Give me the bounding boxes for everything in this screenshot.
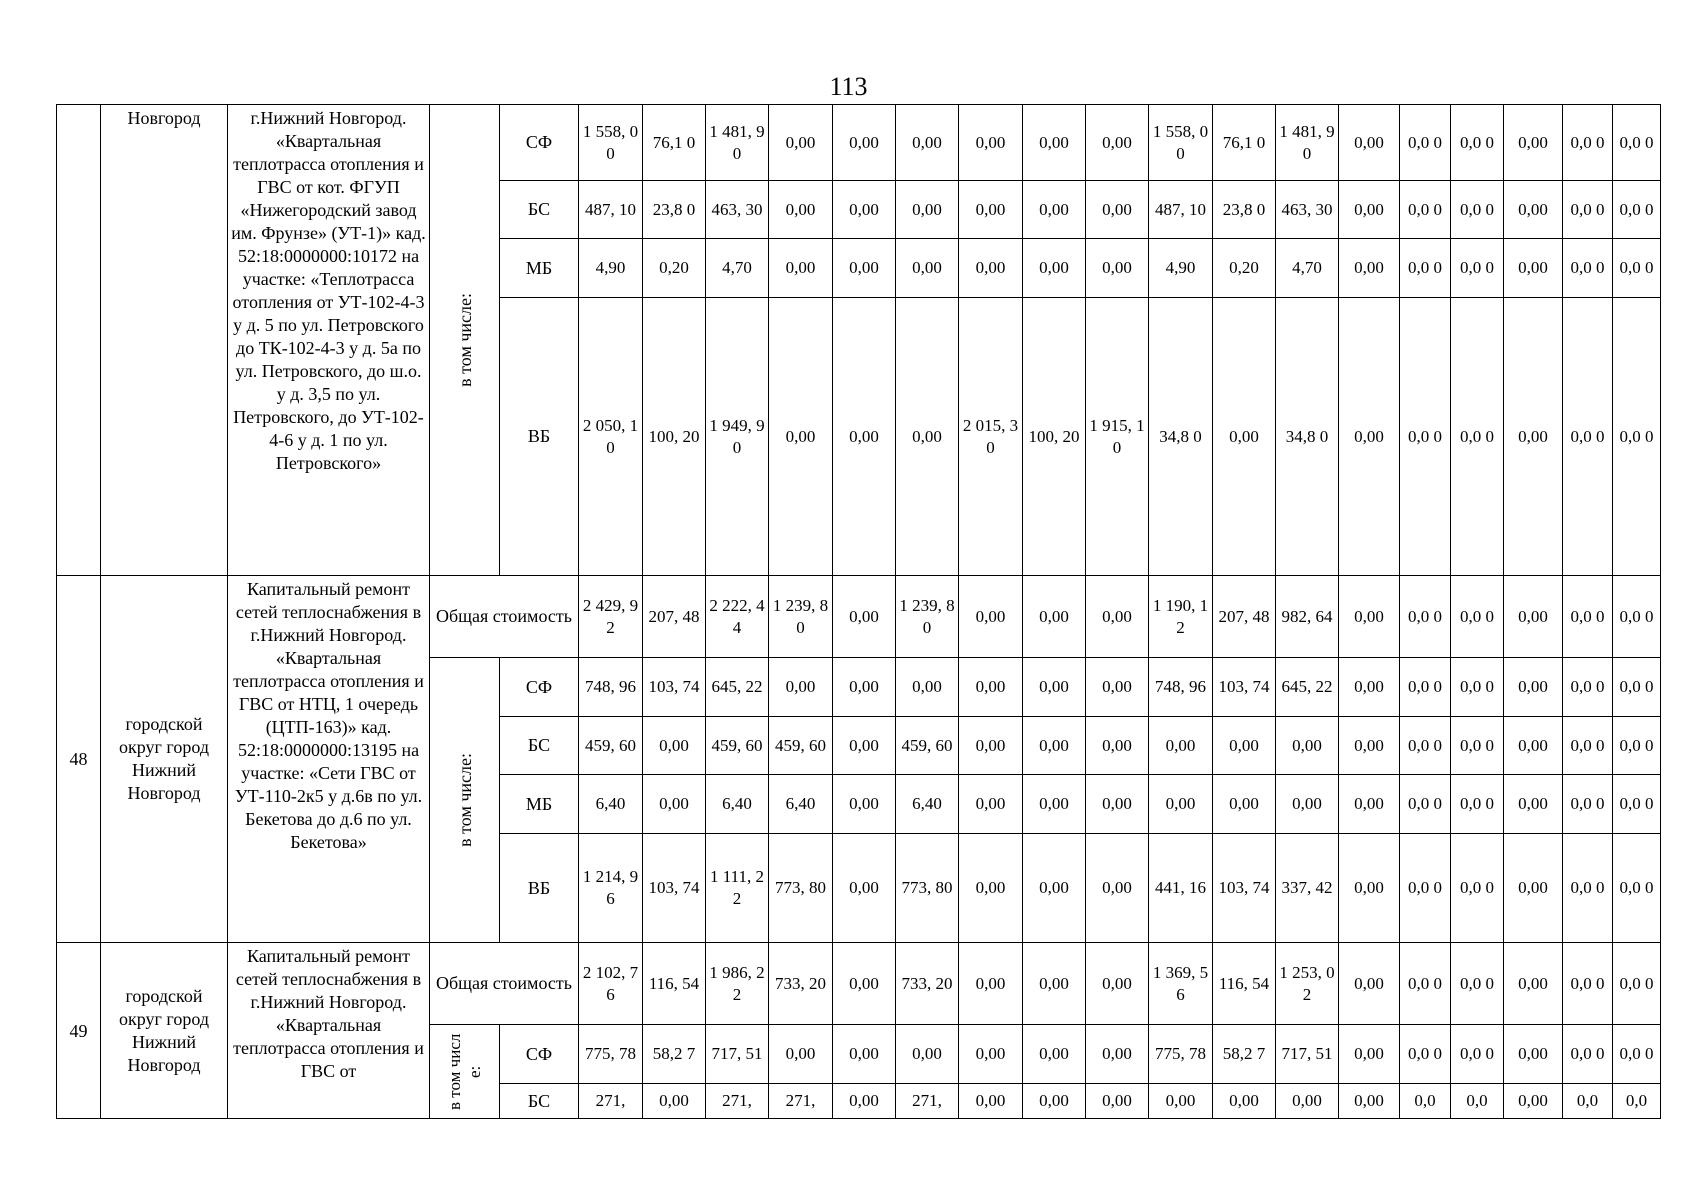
value-cell: 0,0 0	[1613, 105, 1661, 181]
value-cell: 733, 20	[896, 943, 959, 1025]
value-cell: 0,0 0	[1451, 1025, 1504, 1084]
value-cell: 1 239, 80	[769, 576, 833, 658]
value-cell: 76,1 0	[643, 105, 706, 181]
value-cell: 1 190, 12	[1149, 576, 1213, 658]
funding-source: СФ	[500, 1025, 579, 1084]
value-cell: 459, 60	[579, 717, 643, 775]
value-cell: 0,20	[1213, 239, 1276, 298]
value-cell: 0,00	[1023, 239, 1086, 298]
value-cell: 0,0 0	[1451, 775, 1504, 834]
value-cell: 0,00	[1339, 1084, 1400, 1119]
value-cell: 0,0	[1613, 1084, 1661, 1119]
value-cell: 0,00	[833, 181, 896, 239]
value-cell: 2 222, 44	[706, 576, 769, 658]
value-cell: 23,8 0	[643, 181, 706, 239]
total-cost-label: Общая стоимость	[430, 943, 579, 1025]
total-cost-label: Общая стоимость	[430, 576, 579, 658]
value-cell: 0,0 0	[1613, 298, 1661, 576]
value-cell: 0,00	[1086, 181, 1149, 239]
value-cell: 0,0 0	[1451, 181, 1504, 239]
municipality-cell: городской округ город Нижний Новгород	[101, 576, 228, 943]
funding-source: СФ	[500, 658, 579, 717]
value-cell: 271,	[579, 1084, 643, 1119]
value-cell: 459, 60	[896, 717, 959, 775]
value-cell: 0,0 0	[1563, 239, 1613, 298]
value-cell: 0,0 0	[1563, 298, 1613, 576]
value-cell: 1 481, 90	[1276, 105, 1339, 181]
value-cell: 0,00	[1086, 943, 1149, 1025]
value-cell: 0,0 0	[1613, 576, 1661, 658]
row-number: 48	[57, 576, 101, 943]
value-cell: 58,2 7	[643, 1025, 706, 1084]
value-cell: 1 915, 10	[1086, 298, 1149, 576]
value-cell: 0,00	[1504, 775, 1563, 834]
value-cell: 0,00	[959, 105, 1023, 181]
value-cell: 0,00	[1339, 717, 1400, 775]
value-cell: 0,0 0	[1563, 775, 1613, 834]
value-cell: 4,90	[1149, 239, 1213, 298]
value-cell: 0,00	[959, 717, 1023, 775]
value-cell: 23,8 0	[1213, 181, 1276, 239]
value-cell: 0,00	[1023, 717, 1086, 775]
value-cell: 0,00	[833, 239, 896, 298]
value-cell: 0,00	[1023, 658, 1086, 717]
value-cell: 0,0	[1400, 1084, 1451, 1119]
value-cell: 773, 80	[769, 834, 833, 943]
value-cell: 34,8 0	[1149, 298, 1213, 576]
value-cell: 0,00	[833, 1025, 896, 1084]
funding-source: БС	[500, 181, 579, 239]
value-cell: 116, 54	[643, 943, 706, 1025]
value-cell: 0,00	[1276, 775, 1339, 834]
value-cell: 0,00	[1339, 105, 1400, 181]
value-cell: 0,00	[1339, 658, 1400, 717]
value-cell: 207, 48	[1213, 576, 1276, 658]
table-body	[57, 105, 1661, 1119]
value-cell: 0,00	[1213, 717, 1276, 775]
value-cell: 459, 60	[769, 717, 833, 775]
funding-source: БС	[500, 717, 579, 775]
value-cell: 0,0 0	[1451, 105, 1504, 181]
value-cell: 103, 74	[1213, 658, 1276, 717]
value-cell: 0,00	[769, 181, 833, 239]
table-row	[57, 105, 1661, 181]
funding-source: ВБ	[500, 298, 579, 576]
value-cell: 748, 96	[1149, 658, 1213, 717]
value-cell: 0,0 0	[1400, 181, 1451, 239]
value-cell: 775, 78	[1149, 1025, 1213, 1084]
value-cell: 0,00	[1213, 1084, 1276, 1119]
value-cell: 0,00	[1023, 834, 1086, 943]
municipality-cell: Новгород	[101, 105, 228, 576]
value-cell: 0,00	[1086, 239, 1149, 298]
value-cell: 0,00	[959, 181, 1023, 239]
value-cell: 0,0 0	[1400, 943, 1451, 1025]
value-cell: 0,00	[833, 298, 896, 576]
value-cell: 0,0 0	[1400, 105, 1451, 181]
value-cell: 0,0 0	[1563, 717, 1613, 775]
value-cell: 0,0 0	[1451, 576, 1504, 658]
value-cell: 0,00	[1504, 943, 1563, 1025]
value-cell: 0,0 0	[1451, 943, 1504, 1025]
value-cell: 0,0	[1451, 1084, 1504, 1119]
value-cell: 441, 16	[1149, 834, 1213, 943]
value-cell: 1 253, 02	[1276, 943, 1339, 1025]
table-row	[57, 943, 1661, 1025]
value-cell: 1 558, 00	[579, 105, 643, 181]
value-cell: 0,00	[1339, 943, 1400, 1025]
value-cell: 0,0 0	[1400, 576, 1451, 658]
value-cell: 717, 51	[1276, 1025, 1339, 1084]
value-cell: 0,00	[1086, 576, 1149, 658]
value-cell: 0,00	[959, 775, 1023, 834]
value-cell: 0,20	[643, 239, 706, 298]
value-cell: 0,00	[1086, 717, 1149, 775]
value-cell: 0,00	[1023, 1084, 1086, 1119]
value-cell: 0,00	[896, 658, 959, 717]
value-cell: 76,1 0	[1213, 105, 1276, 181]
value-cell: 1 986, 22	[706, 943, 769, 1025]
value-cell: 0,00	[1339, 834, 1400, 943]
value-cell: 0,0 0	[1613, 1025, 1661, 1084]
value-cell: 0,00	[1504, 717, 1563, 775]
funding-source: МБ	[500, 775, 579, 834]
value-cell: 0,00	[1276, 1084, 1339, 1119]
value-cell: 0,00	[1086, 1084, 1149, 1119]
value-cell: 34,8 0	[1276, 298, 1339, 576]
value-cell: 0,00	[896, 239, 959, 298]
value-cell: 0,0 0	[1613, 775, 1661, 834]
value-cell: 0,0 0	[1563, 181, 1613, 239]
value-cell: 0,00	[769, 105, 833, 181]
value-cell: 0,00	[1504, 1084, 1563, 1119]
value-cell: 0,00	[643, 775, 706, 834]
value-cell: 103, 74	[643, 834, 706, 943]
value-cell: 0,00	[896, 298, 959, 576]
including-label-cell	[430, 658, 500, 943]
value-cell: 0,00	[1504, 834, 1563, 943]
value-cell: 0,0 0	[1451, 239, 1504, 298]
value-cell: 0,00	[1213, 775, 1276, 834]
value-cell: 271,	[706, 1084, 769, 1119]
value-cell: 463, 30	[706, 181, 769, 239]
value-cell: 0,0 0	[1613, 181, 1661, 239]
value-cell: 0,00	[1339, 239, 1400, 298]
value-cell: 0,00	[833, 943, 896, 1025]
value-cell: 0,00	[1023, 943, 1086, 1025]
value-cell: 0,00	[769, 298, 833, 576]
value-cell: 0,00	[1339, 1025, 1400, 1084]
value-cell: 6,40	[896, 775, 959, 834]
value-cell: 207, 48	[643, 576, 706, 658]
value-cell: 733, 20	[769, 943, 833, 1025]
value-cell: 0,00	[1504, 105, 1563, 181]
including-label-cell	[430, 1025, 500, 1119]
value-cell: 0,00	[1504, 298, 1563, 576]
including-label: в том числе:	[444, 1033, 484, 1110]
value-cell: 0,0 0	[1613, 717, 1661, 775]
value-cell: 0,0 0	[1400, 775, 1451, 834]
value-cell: 0,0	[1563, 1084, 1613, 1119]
value-cell: 0,00	[959, 834, 1023, 943]
value-cell: 775, 78	[579, 1025, 643, 1084]
value-cell: 0,0 0	[1400, 717, 1451, 775]
value-cell: 0,00	[1086, 775, 1149, 834]
value-cell: 0,00	[959, 943, 1023, 1025]
value-cell: 0,00	[959, 576, 1023, 658]
value-cell: 0,00	[959, 1084, 1023, 1119]
value-cell: 0,00	[959, 1025, 1023, 1084]
value-cell: 0,00	[1276, 717, 1339, 775]
table-row	[57, 576, 1661, 658]
value-cell: 0,00	[1504, 181, 1563, 239]
value-cell: 982, 64	[1276, 576, 1339, 658]
value-cell: 0,00	[833, 105, 896, 181]
funding-source: ВБ	[500, 834, 579, 943]
value-cell: 487, 10	[579, 181, 643, 239]
value-cell: 645, 22	[1276, 658, 1339, 717]
value-cell: 100, 20	[1023, 298, 1086, 576]
value-cell: 2 015, 30	[959, 298, 1023, 576]
value-cell: 0,0 0	[1613, 834, 1661, 943]
value-cell: 748, 96	[579, 658, 643, 717]
value-cell: 0,00	[1023, 576, 1086, 658]
value-cell: 0,00	[769, 239, 833, 298]
row-number	[57, 105, 101, 576]
value-cell: 0,0 0	[1400, 298, 1451, 576]
value-cell: 0,00	[1504, 576, 1563, 658]
value-cell: 0,00	[1023, 1025, 1086, 1084]
value-cell: 0,00	[1504, 658, 1563, 717]
value-cell: 463, 30	[1276, 181, 1339, 239]
value-cell: 116, 54	[1213, 943, 1276, 1025]
value-cell: 0,00	[1149, 775, 1213, 834]
value-cell: 58,2 7	[1213, 1025, 1276, 1084]
value-cell: 717, 51	[706, 1025, 769, 1084]
value-cell: 1 481, 90	[706, 105, 769, 181]
value-cell: 103, 74	[1213, 834, 1276, 943]
value-cell: 0,00	[643, 717, 706, 775]
including-label: в том числе:	[454, 753, 475, 847]
value-cell: 100, 20	[643, 298, 706, 576]
value-cell: 0,00	[833, 658, 896, 717]
value-cell: 0,00	[833, 834, 896, 943]
value-cell: 4,90	[579, 239, 643, 298]
municipality-cell: городской округ город Нижний Новгород	[101, 943, 228, 1119]
value-cell: 0,00	[1149, 1084, 1213, 1119]
value-cell: 0,0 0	[1613, 239, 1661, 298]
value-cell: 103, 74	[643, 658, 706, 717]
value-cell: 0,0 0	[1400, 239, 1451, 298]
value-cell: 0,00	[1213, 298, 1276, 576]
value-cell: 0,00	[1339, 298, 1400, 576]
value-cell: 1 214, 96	[579, 834, 643, 943]
value-cell: 0,0 0	[1451, 717, 1504, 775]
value-cell: 0,00	[1504, 239, 1563, 298]
value-cell: 0,0 0	[1451, 834, 1504, 943]
value-cell: 1 111, 22	[706, 834, 769, 943]
value-cell: 0,00	[1339, 576, 1400, 658]
value-cell: 271,	[769, 1084, 833, 1119]
value-cell: 0,00	[1023, 105, 1086, 181]
value-cell: 0,00	[1086, 1025, 1149, 1084]
value-cell: 0,0 0	[1563, 1025, 1613, 1084]
value-cell: 0,00	[1086, 658, 1149, 717]
value-cell: 0,00	[1086, 834, 1149, 943]
value-cell: 6,40	[769, 775, 833, 834]
value-cell: 0,00	[769, 1025, 833, 1084]
including-label-cell	[430, 105, 500, 576]
value-cell: 0,00	[896, 1025, 959, 1084]
value-cell: 0,00	[833, 775, 896, 834]
value-cell: 0,00	[833, 717, 896, 775]
value-cell: 0,0 0	[1400, 1025, 1451, 1084]
value-cell: 0,0 0	[1563, 576, 1613, 658]
object-description: г.Нижний Новгород. «Квартальная теплотрасса отопления и ГВС от кот. ФГУП «Нижегородский завод им. Фрунзе» (УТ-1)» кад. 52:18:0000000:10172 на участке: «Теплотрасса отопления от УТ-102-4-3 у д. 5 по ул. Петровского до ТК-102-4-3 у д. 5а по ул. Петровского, до ш.о. у д. 3,5 по ул. Петровского, до УТ-102-4-6 у д. 1 по ул. Петровского»	[228, 105, 430, 576]
value-cell: 0,0 0	[1613, 658, 1661, 717]
value-cell: 0,00	[1086, 105, 1149, 181]
value-cell: 1 239, 80	[896, 576, 959, 658]
value-cell: 0,0 0	[1563, 943, 1613, 1025]
value-cell: 0,0 0	[1400, 658, 1451, 717]
value-cell: 0,00	[959, 239, 1023, 298]
value-cell: 4,70	[1276, 239, 1339, 298]
value-cell: 2 429, 92	[579, 576, 643, 658]
value-cell: 487, 10	[1149, 181, 1213, 239]
value-cell: 1 949, 90	[706, 298, 769, 576]
value-cell: 0,0 0	[1451, 298, 1504, 576]
value-cell: 0,00	[1149, 717, 1213, 775]
value-cell: 0,00	[1023, 775, 1086, 834]
value-cell: 4,70	[706, 239, 769, 298]
value-cell: 0,00	[959, 658, 1023, 717]
object-description: Капитальный ремонт сетей теплоснабжения в г.Нижний Новгород. «Квартальная теплотрасса отопления и ГВС от НТЦ, 1 очередь (ЦТП-163)» кад. 52:18:0000000:13195 на участке: «Сети ГВС от УТ-110-2к5 у д.6в по ул. Бекетова до д.6 по ул. Бекетова»	[228, 576, 430, 943]
value-cell: 773, 80	[896, 834, 959, 943]
including-label: в том числе:	[454, 293, 475, 387]
value-cell: 0,00	[896, 181, 959, 239]
value-cell: 6,40	[706, 775, 769, 834]
value-cell: 0,00	[896, 105, 959, 181]
value-cell: 0,0 0	[1563, 834, 1613, 943]
value-cell: 459, 60	[706, 717, 769, 775]
page-number: 113	[829, 72, 868, 101]
value-cell: 1 558, 00	[1149, 105, 1213, 181]
value-cell: 0,00	[1023, 181, 1086, 239]
value-cell: 0,0 0	[1613, 943, 1661, 1025]
budget-table	[56, 104, 1661, 1119]
value-cell: 6,40	[579, 775, 643, 834]
funding-source: БС	[500, 1084, 579, 1119]
value-cell: 0,00	[1504, 1025, 1563, 1084]
value-cell: 0,0 0	[1451, 658, 1504, 717]
value-cell: 0,00	[1339, 775, 1400, 834]
value-cell: 337, 42	[1276, 834, 1339, 943]
value-cell: 271,	[896, 1084, 959, 1119]
value-cell: 0,00	[769, 658, 833, 717]
value-cell: 0,00	[1339, 181, 1400, 239]
value-cell: 2 102, 76	[579, 943, 643, 1025]
value-cell: 645, 22	[706, 658, 769, 717]
value-cell: 2 050, 10	[579, 298, 643, 576]
value-cell: 0,00	[833, 1084, 896, 1119]
value-cell: 0,00	[643, 1084, 706, 1119]
funding-source: МБ	[500, 239, 579, 298]
funding-source: СФ	[500, 105, 579, 181]
value-cell: 1 369, 56	[1149, 943, 1213, 1025]
value-cell: 0,00	[833, 576, 896, 658]
object-description: Капитальный ремонт сетей теплоснабжения в г.Нижний Новгород. «Квартальная теплотрасса отопления и ГВС от	[228, 943, 430, 1119]
value-cell: 0,0 0	[1563, 658, 1613, 717]
value-cell: 0,0 0	[1563, 105, 1613, 181]
row-number: 49	[57, 943, 101, 1119]
value-cell: 0,0 0	[1400, 834, 1451, 943]
